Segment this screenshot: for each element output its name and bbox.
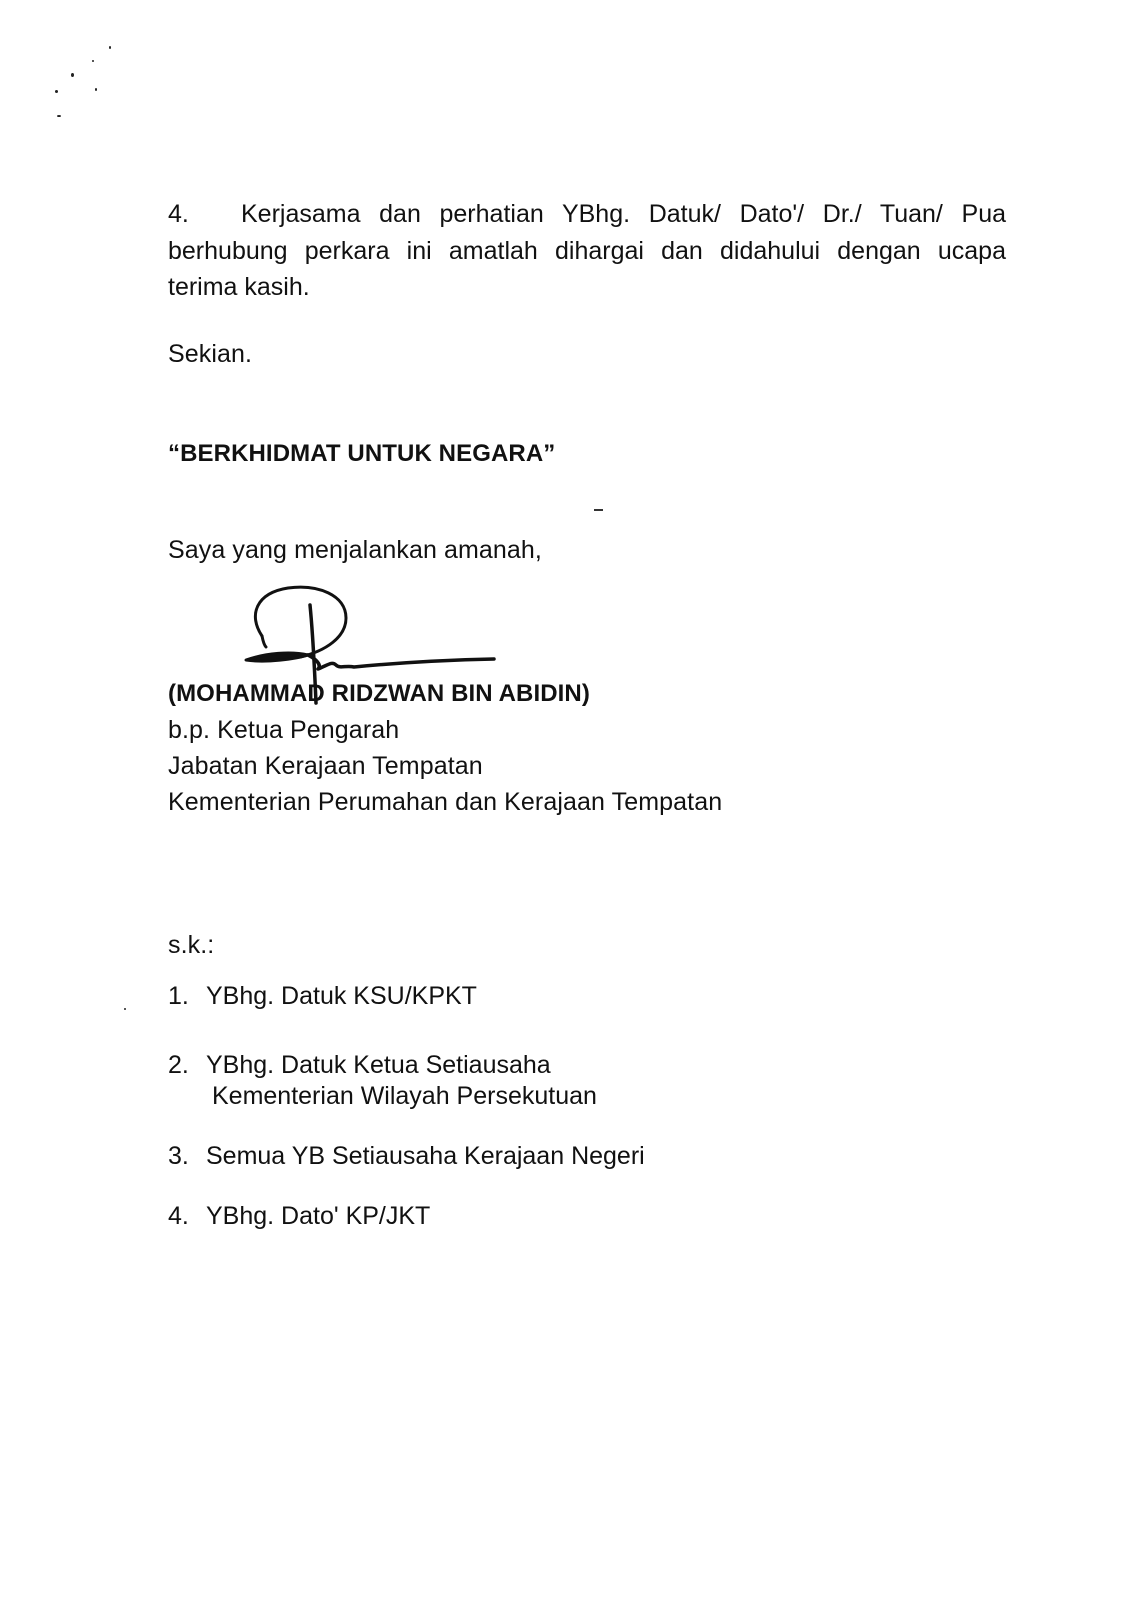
signatory-position: b.p. Ketua Pengarah <box>168 716 400 744</box>
paragraph-line-3: terima kasih. <box>168 273 310 301</box>
closing-text: Sekian. <box>168 340 253 368</box>
scan-speck <box>124 1008 126 1010</box>
scan-speck <box>55 90 58 93</box>
cc-item-text: Semua YB Setiausaha Kerajaan Negeri <box>206 1142 645 1170</box>
cc-item-number: 4. <box>168 1202 189 1230</box>
scan-speck <box>95 88 97 91</box>
scan-speck <box>109 46 111 49</box>
stray-dash-mark <box>594 509 603 511</box>
cc-item-text: YBhg. Datuk KSU/KPKT <box>206 982 477 1010</box>
cc-label: s.k.: <box>168 931 215 959</box>
scan-speck <box>92 60 94 62</box>
signatory-name: (MOHAMMAD RIDZWAN BIN ABIDIN) <box>168 680 590 707</box>
cc-item-text: YBhg. Dato' KP/JKT <box>206 1202 431 1230</box>
cc-item-number: 3. <box>168 1142 189 1170</box>
paragraph-line-2: berhubung perkara ini amatlah dihargai dan didahului dengan ucapa <box>168 236 1006 265</box>
scan-speck <box>71 73 74 77</box>
cc-item-number: 2. <box>168 1051 189 1079</box>
paragraph-4 <box>168 196 1006 306</box>
cc-item-text: YBhg. Datuk Ketua Setiausaha <box>206 1051 551 1079</box>
signatory-department: Jabatan Kerajaan Tempatan <box>168 752 483 780</box>
trust-line: Saya yang menjalankan amanah, <box>168 536 542 564</box>
cc-list-item <box>168 981 477 1012</box>
cc-list-item <box>168 1050 597 1112</box>
cc-list-item <box>168 1141 645 1172</box>
signatory-ministry: Kementerian Perumahan dan Kerajaan Tempatan <box>168 788 723 816</box>
motto: “BERKHIDMAT UNTUK NEGARA” <box>168 440 556 467</box>
cc-item-number: 1. <box>168 982 189 1010</box>
scan-speck <box>57 115 61 117</box>
paragraph-line-1: 4. Kerjasama dan perhatian YBhg. Datuk/ Dato'/ Dr./ Tuan/ Pua <box>168 196 1006 233</box>
paragraph-number: 4. <box>168 200 189 228</box>
cc-list-item <box>168 1201 430 1232</box>
cc-item-subtext: Kementerian Wilayah Persekutuan <box>212 1082 597 1110</box>
